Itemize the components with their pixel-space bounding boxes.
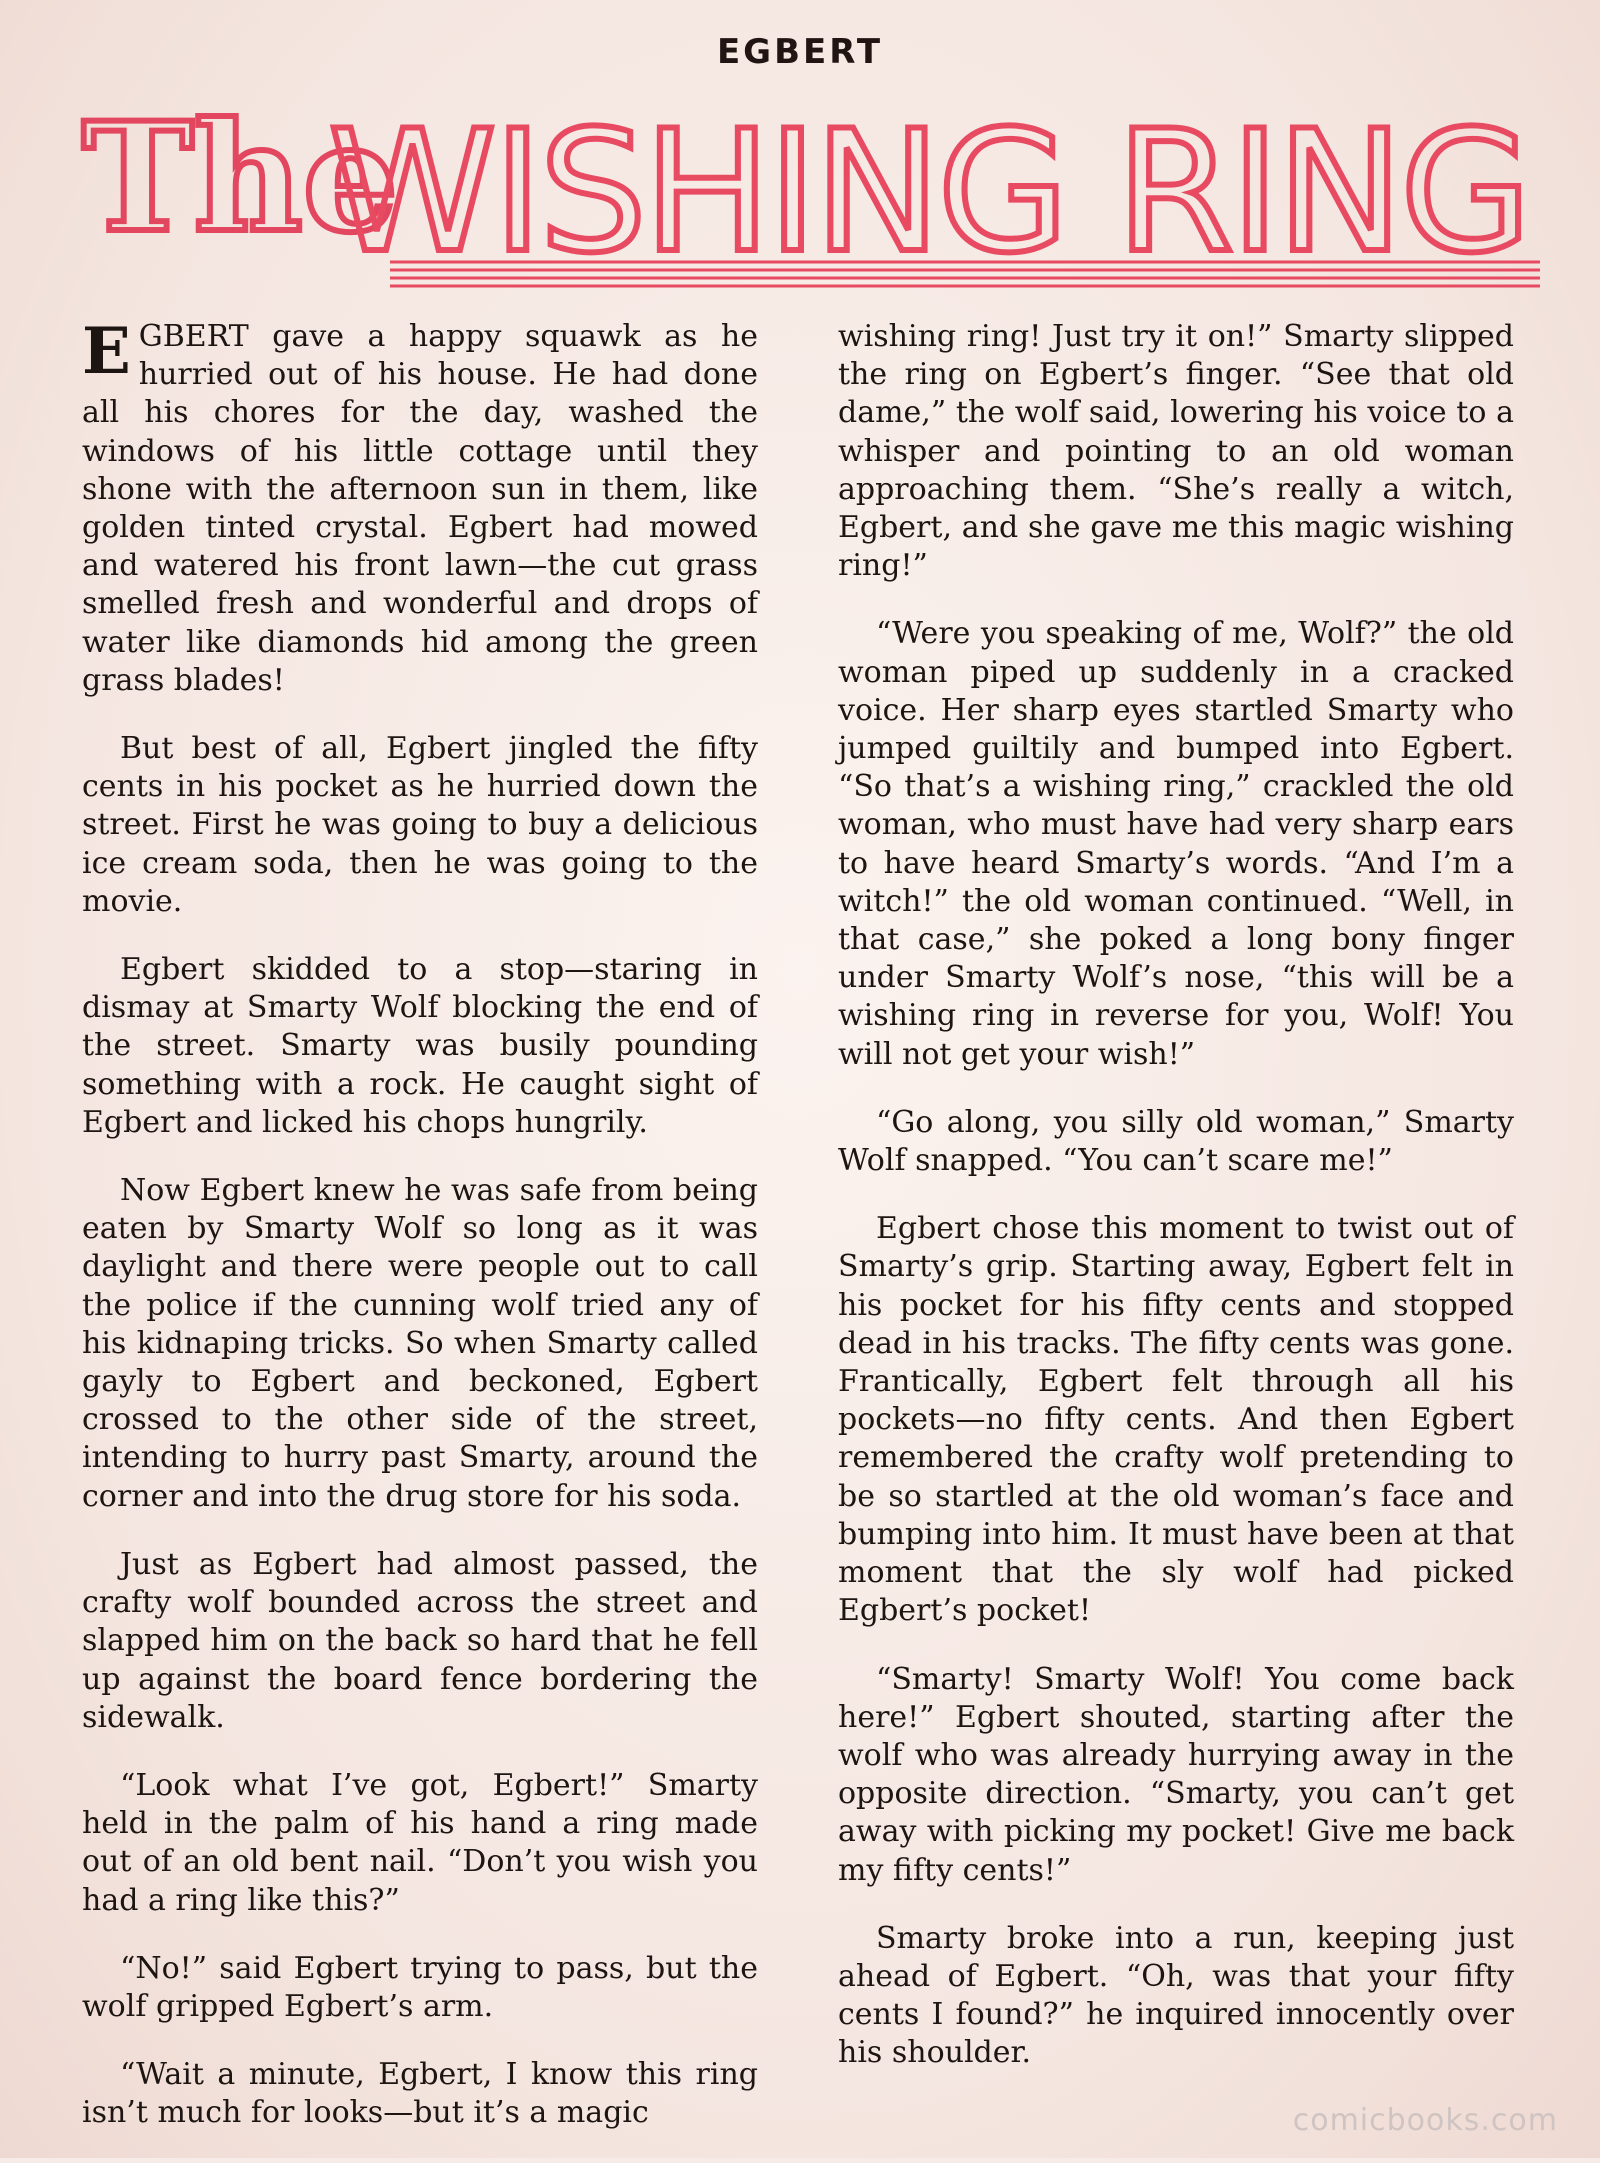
series-title: EGBERT bbox=[716, 32, 884, 72]
story-paragraph: “Look what I’ve got, Egbert!” Smarty held in the palm of his hand a ring made out of an old bent nail. “Don’t you wish you had a ring like this?” bbox=[82, 1767, 758, 1918]
title-main: WISHING RING bbox=[328, 94, 1528, 290]
watermark: comicbooks.com bbox=[1292, 2103, 1558, 2138]
story-paragraph: “Smarty! Smarty Wolf! You come back here!” Egbert shouted, starting after the wolf who was already hurrying away in the opposite direction. “Smarty, you can’t get away with picking my pocket! Give me back my fifty cents!” bbox=[838, 1661, 1514, 1888]
title-art bbox=[80, 62, 1540, 297]
title-the: The bbox=[82, 90, 399, 266]
story-paragraph: But best of all, Egbert jingled the fifty cents in his pocket as he hurried down the street. First he was going to buy a delicious ice cream soda, then he was going to the movie. bbox=[82, 731, 758, 919]
story-paragraph: Just as Egbert had almost passed, the crafty wolf bounded across the street and slapped him on the back so hard that he fell up against the board fence bordering the sidewalk. bbox=[82, 1546, 758, 1735]
story-column-right bbox=[838, 318, 1514, 2103]
drop-cap: E bbox=[82, 314, 131, 389]
story-column-left bbox=[82, 314, 758, 2163]
story-paragraph: wishing ring! Just try it on!” Smarty slipped the ring on Egbert’s finger. “See that old dame,” the wolf said, lowering his voice to a whisper and pointing to an old woman approaching them. “She’s really a witch, Egbert, and she gave me this magic wishing ring!” bbox=[838, 319, 1514, 584]
story-title bbox=[80, 62, 1540, 297]
story-paragraph: “Were you speaking of me, Wolf?” the old woman piped up suddenly in a cracked voice. Her sharp eyes startled Smarty who jumped guiltily and bumped into Egbert. “So that’s a wishing ring,” crackled the old woman, who must have had very sharp ears to have heard Smarty’s words. “And I’m a witch!” the old woman continued. “Well, in that case,” she poked a long bony finger under Smarty Wolf’s nose, “this will be a wishing ring in reverse for you, Wolf! You will not get your wish!” bbox=[838, 616, 1514, 1072]
story-paragraph: Now Egbert knew he was safe from being eaten by Smarty Wolf so long as it was daylight and there were people out to call the police if the cunning wolf tried any of his kidnaping tricks. So when Smarty called gayly to Egbert and beckoned, Egbert crossed to the other side of the street, intending to hurry past Smarty, around the corner and into the drug store for his soda. bbox=[82, 1173, 758, 1514]
story-paragraph: Egbert skidded to a stop—staring in dismay at Smarty Wolf blocking the end of the street. Smarty was busily pounding something with a rock. He caught sight of Egbert and licked his chops hungrily. bbox=[82, 952, 758, 1140]
story-paragraph: “No!” said Egbert trying to pass, but the wolf gripped Egbert’s arm. bbox=[82, 1950, 758, 2024]
story-paragraph: Egbert chose this moment to twist out of Smarty’s grip. Starting away, Egbert felt in his pocket for his fifty cents and stopped dead in his tracks. The fifty cents was gone. Frantically, Egbert felt through all his pockets—no fifty cents. And then Egbert remembered the crafty wolf pretending to be so startled at the old woman’s face and bumping into him. It must have been at that moment that the sly wolf had picked Egbert’s pocket! bbox=[838, 1211, 1514, 1629]
story-paragraph: “Go along, you silly old woman,” Smarty Wolf snapped. “You can’t scare me!” bbox=[838, 1104, 1514, 1179]
story-paragraph: “Wait a minute, Egbert, I know this ring isn’t much for looks—but it’s a magic bbox=[82, 2057, 758, 2131]
story-paragraph: EGBERT gave a happy squawk as he hurried out of his house. He had done all his chores for the day, washed the windows of his little cottage until they shone with the afternoon sun in them, like golden tinted crystal. Egbert had mowed and watered his front lawn—the cut grass smelled fresh and wonderful and drops of water like diamonds hid among the green grass blades! bbox=[82, 314, 758, 698]
story-paragraph: Smarty broke into a run, keeping just ahead of Egbert. “Oh, was that your fifty cents I found?” he inquired innocently over his shoulder. bbox=[838, 1920, 1514, 2071]
